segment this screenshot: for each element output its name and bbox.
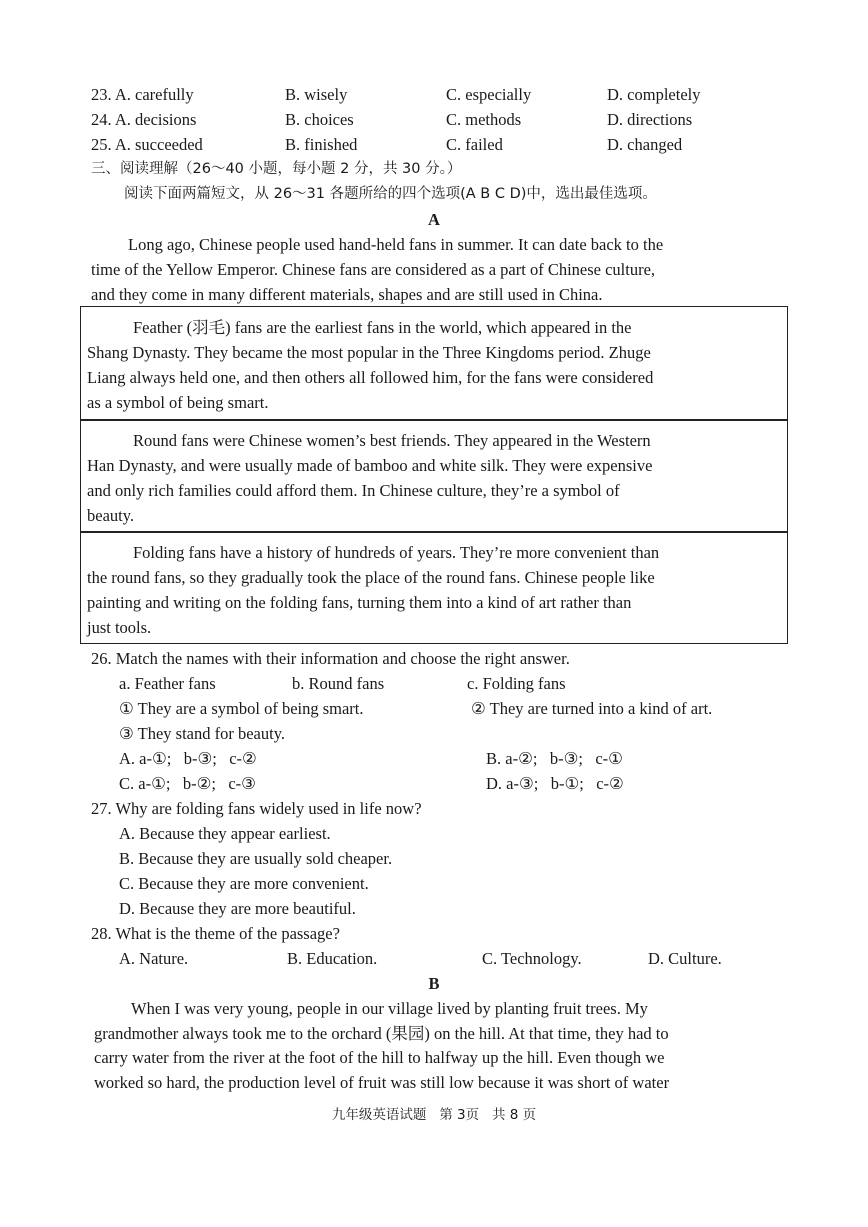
- option-c: C. methods: [446, 110, 522, 129]
- section-heading: 三、阅读理解（26～40 小题，每小题 2 分，共 30 分。）: [91, 161, 462, 177]
- option-d: D. directions: [607, 110, 693, 129]
- section-instruction: 阅读下面两篇短文，从 26～31 各题所给的四个选项(A B C D)中，选出最佳选项。: [124, 186, 657, 202]
- info-box-round-fans: [80, 420, 788, 532]
- box-line: Han Dynasty, and were usually made of bamboo and white silk. They were expensive: [87, 456, 653, 475]
- box-line: Shang Dynasty. They became the most popular in the Three Kingdoms period. Zhuge: [87, 343, 651, 362]
- passage-b-label: B: [428, 974, 440, 993]
- info-box-folding-fans: [80, 532, 788, 644]
- option-b: B. finished: [285, 135, 358, 154]
- info-item-3: ③ They stand for beauty.: [119, 724, 285, 743]
- q26-option-a: A. a-①; b-③; c-②: [119, 749, 257, 768]
- info-item-2: ② They are turned into a kind of art.: [471, 699, 713, 718]
- q27-option-a: A. Because they appear earliest.: [119, 824, 331, 843]
- box-line: as a symbol of being smart.: [87, 393, 269, 412]
- q28-option-a: A. Nature.: [119, 949, 189, 968]
- question-27-stem: 27. Why are folding fans widely used in life now?: [91, 799, 422, 818]
- passage-a-intro-line: Long ago, Chinese people used hand-held fans in summer. It can date back to the: [128, 235, 664, 254]
- q28-option-d: D. Culture.: [648, 949, 722, 968]
- question-number: 25. A. succeeded: [91, 135, 203, 154]
- box-line: Folding fans have a history of hundreds of years. They’re more convenient than: [133, 543, 660, 562]
- info-item-1: ① They are a symbol of being smart.: [119, 699, 364, 718]
- box-line: painting and writing on the folding fans, turning them into a kind of art rather than: [87, 593, 632, 612]
- box-line: Feather (羽毛) fans are the earliest fans in the world, which appeared in the: [133, 318, 632, 337]
- q26-option-b: B. a-②; b-③; c-①: [486, 749, 623, 768]
- box-line: beauty.: [87, 506, 135, 525]
- option-d: D. changed: [607, 135, 683, 154]
- q27-option-c: C. Because they are more convenient.: [119, 874, 369, 893]
- page-footer: 九年级英语试题 第 3页 共 8 页: [331, 1107, 537, 1123]
- info-box-feather-fans: [80, 306, 788, 420]
- passage-a-intro-line: and they come in many different materials, shapes and are still used in China.: [91, 285, 603, 304]
- q26-option-d: D. a-③; b-①; c-②: [486, 774, 624, 793]
- question-number: 23. A. carefully: [91, 85, 194, 104]
- box-line: just tools.: [87, 618, 152, 637]
- question-28-stem: 28. What is the theme of the passage?: [91, 924, 340, 943]
- fan-name-b: b. Round fans: [292, 674, 385, 693]
- question-26-stem: 26. Match the names with their information and choose the right answer.: [91, 649, 570, 668]
- question-number: 24. A. decisions: [91, 110, 197, 129]
- passage-a-label: A: [428, 210, 440, 229]
- passage-b-line: carry water from the river at the foot of the hill to halfway up the hill. Even though we: [94, 1048, 665, 1067]
- box-line: Liang always held one, and then others all followed him, for the fans were considered: [87, 368, 654, 387]
- fan-name-a: a. Feather fans: [119, 674, 216, 693]
- q28-option-b: B. Education.: [287, 949, 378, 968]
- box-line: the round fans, so they gradually took the place of the round fans. Chinese people like: [87, 568, 655, 587]
- option-d: D. completely: [607, 85, 701, 104]
- passage-a-intro-line: time of the Yellow Emperor. Chinese fans are considered as a part of Chinese culture,: [91, 260, 656, 279]
- q26-option-c: C. a-①; b-②; c-③: [119, 774, 256, 793]
- passage-b-line: grandmother always took me to the orchard (果园) on the hill. At that time, they had to: [94, 1024, 669, 1043]
- passage-b-line: worked so hard, the production level of fruit was still low because it was short of water: [94, 1073, 670, 1092]
- q27-option-d: D. Because they are more beautiful.: [119, 899, 356, 918]
- option-c: C. failed: [446, 135, 503, 154]
- fan-name-c: c. Folding fans: [467, 674, 566, 693]
- option-c: C. especially: [446, 85, 532, 104]
- option-b: B. choices: [285, 110, 354, 129]
- passage-b-line: When I was very young, people in our village lived by planting fruit trees. My: [131, 999, 648, 1018]
- q28-option-c: C. Technology.: [482, 949, 582, 968]
- box-line: and only rich families could afford them. In Chinese culture, they’re a symbol of: [87, 481, 620, 500]
- box-line: Round fans were Chinese women’s best friends. They appeared in the Western: [133, 431, 651, 450]
- option-b: B. wisely: [285, 85, 348, 104]
- q27-option-b: B. Because they are usually sold cheaper.: [119, 849, 393, 868]
